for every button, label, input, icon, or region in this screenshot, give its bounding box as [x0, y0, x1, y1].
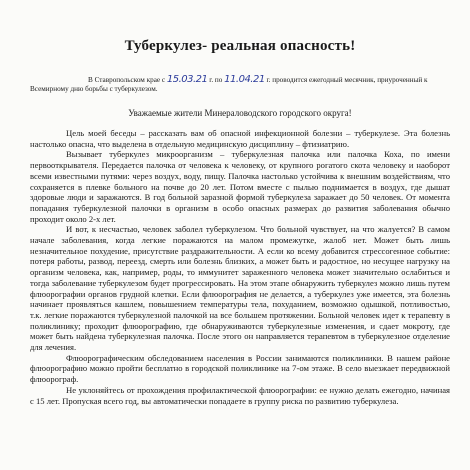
greeting: Уважаемые жители Минераловодского городского округа! [128, 108, 352, 118]
paragraph-screening: Флюорографическим обследованием населения в России занимаются поликлиники. В нашем районе флюорографию можно пройти бесплатно в городской поликлинике на 7-ом этаже. В село выезжает передвижной флюорограф. [30, 352, 450, 385]
intro-middle: г. по [209, 76, 223, 84]
handwritten-date-to: 11.04.21 [224, 74, 265, 85]
handwritten-date-from: 15.03.21 [166, 74, 208, 85]
paragraph-purpose: Цель моей беседы – рассказать вам об опасной инфекционной болезни – туберкулезе. Эта болезнь настолько опасна, что выделена в отдельную медицинскую дисциплину – фтизиатрию. [30, 128, 450, 149]
document-title: Туберкулез- реальная опасность! [124, 38, 356, 54]
paragraph-advice: Не уклоняйтесь от прохождения профилактической флюорографии: ее нужно делать ежегодно, начиная с 15 лет. Пропуская всего год, вы автоматически попадаете в группу риска по развитию туберкулеза. [30, 384, 450, 406]
intro-prefix: В Ставропольском крае с [88, 76, 166, 84]
intro-suffix: г. проводится ежегодный месячник, приуроченный к Всемирному дню борьбы с туберкулезом. [30, 76, 428, 93]
intro-paragraph [30, 75, 450, 94]
paragraph-cause: Вызывает туберкулез микроорганизм – туберкулезная палочка или палочка Коха, по имени первооткрывателя. Передается палочка от человека к человеку, от крупного рогатого скота человеку и наоборот всеми известными путями: через воздух, воду, пищу. Палочка настолько устойчива к внешним воздействиям, что сохраняется в плевке больного на почве до 20 лет. Потом вместе с пылью поднимается в воздух, где дышат здоровые люди и заражаются. В год больной заразной формой туберкулеза заражает до 50 человек. От момента попадания туберкулезной палочки в организм в особо опасных размерах до развития заболевания обычно проходит около 2-х лет. [30, 149, 450, 224]
body-text [30, 128, 450, 406]
paragraph-symptoms: И вот, к несчастью, человек заболел туберкулезом. Что больной чувствует, на что жалуется? В самом начале заболевания, когда легкие поражаются на малом промежутке, жалоб нет. Может быть лишь незначительное похудение, присутствие раздражительности. А если ко всему добавится стрессогенное событие: потеря работы, развод, переезд, смерть или болезнь близких, а может быть и радостное, но несущее нагрузку на организм человека, как, например, роды, то иммунитет зараженного человека может значительно ослабиться и тогда заболевание туберкулезом будет прогрессировать. На этом этапе обнаружить туберкулез можно лишь путем флюорографии органов грудной клетки. Если флюорография не делается, а туберкулез уже имеется, эта болезнь начинает проявляться кашлем, повышением температуры тела, похуданием, возможно одышкой, потливостью, т.к. легкие поражаются туберкулезной палочкой на все большем протяжении. Больной человек идет к терапевту в поликлинику; проходит флюорографию, где обнаруживаются туберкулезные изменения, и сдает мокроту, где может быть найдена туберкулезная палочка. После этого он направляется терапевтом в туберкулезное отделение для лечения. [30, 224, 450, 353]
